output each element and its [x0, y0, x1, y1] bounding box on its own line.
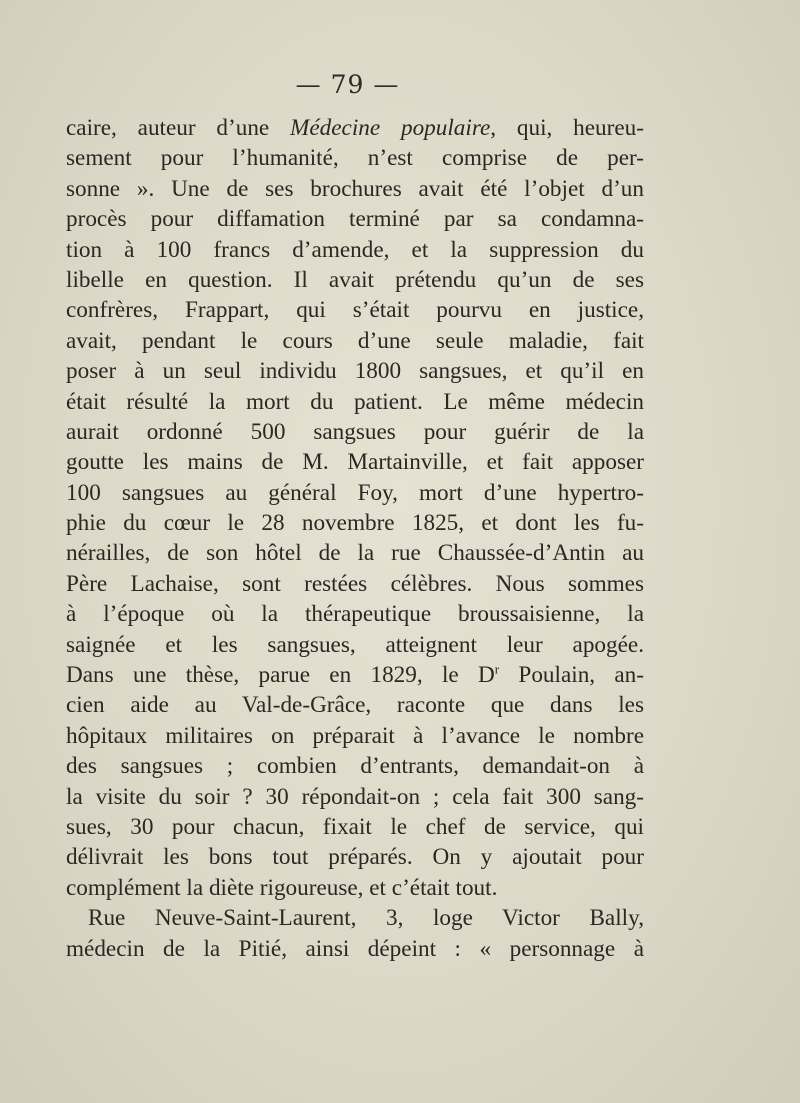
line-text: caire, auteur d’une — [66, 115, 291, 141]
text-line — [66, 842, 644, 872]
line-text: cien aide au Val-de-Grâce, raconte que dans les — [66, 692, 644, 719]
line-text: aurait ordonné 500 sangsues pour guérir de la — [66, 418, 644, 445]
text-line — [66, 751, 644, 781]
text-line — [66, 903, 644, 933]
line-superscript: r — [494, 661, 500, 677]
line-text: la visite du soir ? 30 répondait-on ; cela fait 300 sang- — [66, 783, 644, 810]
text-line — [66, 569, 644, 599]
line-text: complément la diète rigoureuse, et c’était tout. — [66, 874, 498, 901]
text-line — [66, 538, 644, 568]
line-text: nérailles, de son hôtel de la rue Chaussée-d’Antin au — [66, 540, 644, 567]
line-text: Rue Neuve-Saint-Laurent, 3, loge Victor Bally, — [88, 905, 644, 932]
text-line — [66, 174, 644, 204]
line-text: phie du cœur le 28 novembre 1825, et dont les fu- — [66, 510, 644, 537]
line-text: avait, pendant le cours d’une seule maladie, fait — [66, 327, 644, 354]
text-line — [66, 599, 644, 629]
line-text: médecin de la Pitié, ainsi dépeint : « personnage à — [66, 935, 644, 962]
body-text — [66, 113, 644, 964]
text-line — [66, 630, 644, 660]
line-rest-text: , qui, heureu- — [490, 115, 644, 141]
line-text: libelle en question. Il avait prétendu qu’un de ses — [66, 266, 644, 293]
line-text: à l’époque où la thérapeutique broussaisienne, la — [66, 601, 644, 628]
text-line — [66, 235, 644, 265]
text-line — [66, 934, 644, 964]
text-line — [66, 447, 644, 477]
text-line — [66, 782, 644, 812]
text-line — [66, 690, 644, 720]
line-text: 100 sangsues au général Foy, mort d’une hypertro- — [66, 479, 644, 506]
text-line — [66, 660, 644, 690]
text-line — [66, 812, 644, 842]
line-text: goutte les mains de M. Martainville, et fait apposer — [66, 449, 644, 476]
page-number: — 79 — — [295, 70, 400, 99]
text-line — [66, 478, 644, 508]
text-line — [66, 508, 644, 538]
text-line — [66, 356, 644, 386]
line-text: Dans une thèse, parue en 1829, le D — [66, 662, 495, 689]
text-line — [66, 387, 644, 417]
line-text: procès pour diffamation terminé par sa condamna- — [66, 206, 644, 233]
text-line — [66, 265, 644, 295]
line-italic-text: Médecine populaire — [290, 115, 491, 141]
line-text: sues, 30 pour chacun, fixait le chef de service, qui — [66, 813, 644, 840]
text-line — [66, 113, 644, 143]
line-rest-text: Poulain, an- — [499, 662, 645, 689]
text-line — [66, 204, 644, 234]
line-text: sonne ». Une de ses brochures avait été l’objet d’un — [66, 175, 644, 202]
line-text: saignée et les sangsues, atteignent leur apogée. — [66, 631, 644, 658]
text-line — [66, 326, 644, 356]
text-line — [66, 295, 644, 325]
line-text: confrères, Frappart, qui s’était pourvu en justice, — [66, 297, 644, 324]
line-text: poser à un seul individu 1800 sangsues, et qu’il en — [66, 358, 644, 385]
line-text: sement pour l’humanité, n’est comprise de per- — [66, 145, 644, 172]
line-text: des sangsues ; combien d’entrants, demandait-on à — [66, 753, 644, 780]
text-line — [66, 873, 644, 903]
line-text: hôpitaux militaires on préparait à l’avance le nombre — [66, 722, 644, 749]
text-line — [66, 417, 644, 447]
line-text: tion à 100 francs d’amende, et la suppression du — [66, 236, 644, 263]
text-line — [66, 143, 644, 173]
line-text: était résulté la mort du patient. Le même médecin — [66, 388, 644, 415]
line-text: délivrait les bons tout préparés. On y ajoutait pour — [66, 844, 644, 871]
text-line — [66, 721, 644, 751]
line-text: Père Lachaise, sont restées célèbres. Nous sommes — [66, 570, 644, 597]
